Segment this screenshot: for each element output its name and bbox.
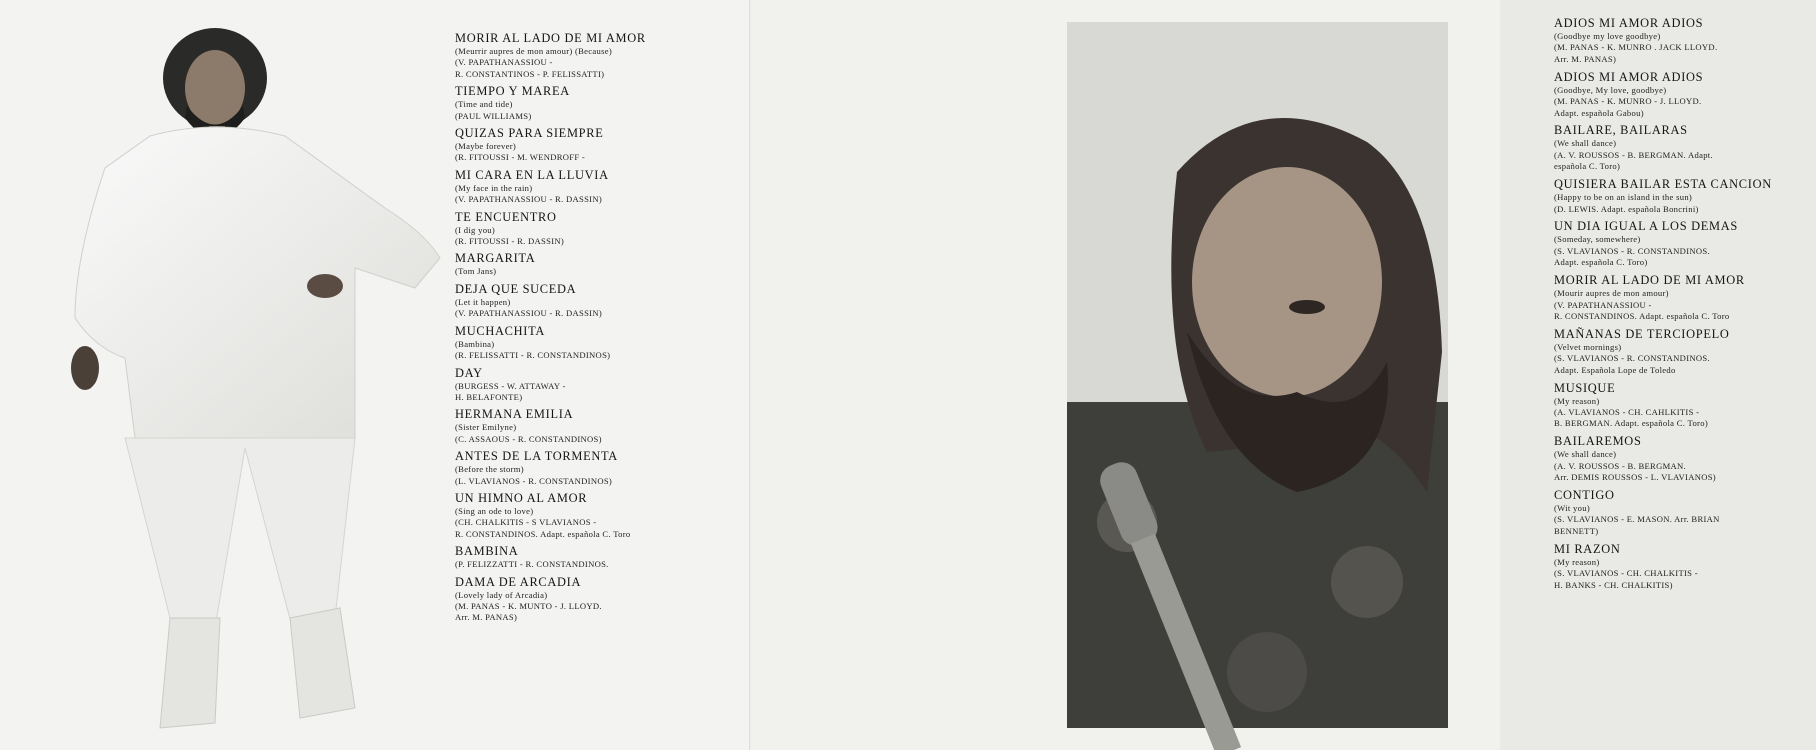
song-entry <box>455 574 740 624</box>
song-title: MI RAZON <box>1554 541 1621 556</box>
song-credit: (We shall dance) <box>1554 138 1617 149</box>
song-credit: (Mourir aupres de mon amour) <box>1554 288 1669 299</box>
song-credit: (Meurrir aupres de mon amour) (Because) <box>455 46 613 56</box>
song-credit: (Sing an ode to love) <box>455 505 534 516</box>
singer-standing-photo <box>55 18 445 733</box>
song-credit: Adapt. española C. Toro) <box>1554 257 1648 268</box>
song-title: MUSIQUE <box>1554 380 1616 395</box>
song-title: MORIR AL LADO DE MI AMOR <box>1554 273 1745 288</box>
song-credit: Arr. M. PANAS) <box>455 612 518 623</box>
song-entry <box>1554 176 1816 215</box>
song-credit: (My face in the rain) <box>455 182 533 193</box>
song-title: MAÑANAS DE TERCIOPELO <box>1554 326 1730 341</box>
song-entry <box>455 448 740 487</box>
song-credit: (My reason) <box>1554 556 1600 567</box>
song-credit: (C. ASSAOUS - R. CONSTANDINOS) <box>455 433 602 444</box>
song-credit: Arr. M. PANAS) <box>1554 53 1617 64</box>
song-credit: (Let it happen) <box>455 296 511 307</box>
song-credit: (V. PAPATHANASSIOU - <box>1554 299 1652 310</box>
song-credit: (A. V. ROUSSOS - B. BERGMAN. Adapt. <box>1554 149 1713 160</box>
song-title: ADIOS MI AMOR ADIOS <box>1554 16 1704 30</box>
song-title: DAMA DE ARCADIA <box>455 574 582 589</box>
song-title: DAY <box>455 365 483 380</box>
song-title: QUISIERA BAILAR ESTA CANCION <box>1554 177 1772 192</box>
song-credit: (PAUL WILLIAMS) <box>455 110 532 121</box>
song-credit: (I dig you) <box>455 224 496 235</box>
song-credit: (Someday, somewhere) <box>1554 234 1641 245</box>
song-entry <box>455 365 740 404</box>
song-entry <box>1554 541 1816 591</box>
song-title: BAMBINA <box>455 544 519 559</box>
song-credit: Adapt. Española Lope de Toledo <box>1554 364 1676 375</box>
song-title: HERMANA EMILIA <box>455 407 574 422</box>
right-page <box>752 0 1772 750</box>
song-credit: Arr. DEMIS ROUSSOS - L. VLAVIANOS) <box>1554 472 1716 483</box>
song-credit: (S. VLAVIANOS - R. CONSTANDINOS. <box>1554 353 1710 364</box>
song-title: BAILAREMOS <box>1554 434 1642 449</box>
song-credit: (Goodbye, My love, goodbye) <box>1554 84 1667 95</box>
song-title: MARGARITA <box>455 251 536 266</box>
song-credit: H. BANKS - CH. CHALKITIS) <box>1554 579 1673 590</box>
song-entry <box>1554 433 1816 483</box>
song-entry <box>1554 218 1816 268</box>
song-credit: (S. VLAVIANOS - CH. CHALKITIS - <box>1554 568 1698 579</box>
song-title: CONTIGO <box>1554 488 1615 503</box>
song-credit: (Velvet mornings) <box>1554 341 1622 352</box>
song-credit: (CH. CHALKITIS - S VLAVIANOS - <box>455 517 597 528</box>
left-page <box>0 0 750 750</box>
song-credit: R. CONSTANDINOS. Adapt. española C. Toro <box>1554 311 1730 321</box>
song-entry <box>455 209 740 248</box>
song-credit: R. CONSTANTINOS - P. FELISSATTI) <box>455 68 605 79</box>
song-credit: (Before the storm) <box>455 464 524 475</box>
song-title: UN DIA IGUAL A LOS DEMAS <box>1554 219 1738 234</box>
song-credit: (V. PAPATHANASSIOU - R. DASSIN) <box>455 194 602 205</box>
singer-microphone-photo <box>1067 22 1448 728</box>
song-title: BAILARE, BAILARAS <box>1554 123 1688 138</box>
song-credit: (Tom Jans) <box>455 266 497 277</box>
song-credit: española C. Toro) <box>1554 161 1621 172</box>
song-credit: (Happy to be on an island in the sun) <box>1554 192 1693 203</box>
song-entry <box>1554 326 1816 376</box>
song-credit: (Goodbye my love goodbye) <box>1554 31 1661 41</box>
song-credit: BENNETT) <box>1554 525 1599 536</box>
song-entry <box>455 323 740 362</box>
song-credit: (D. LEWIS. Adapt. española Boncrini) <box>1554 203 1699 214</box>
song-title: UN HIMNO AL AMOR <box>455 490 588 505</box>
song-title: ANTES DE LA TORMENTA <box>455 449 618 464</box>
song-entry <box>1554 69 1816 119</box>
song-credit: (Wit you) <box>1554 503 1591 514</box>
song-list-left <box>455 30 740 627</box>
song-list-right <box>1554 15 1816 595</box>
song-credit: (V. PAPATHANASSIOU - <box>455 57 553 68</box>
song-entry <box>455 30 740 80</box>
song-credit: (My reason) <box>1554 395 1600 406</box>
song-credit: B. BERGMAN. Adapt. española C. Toro) <box>1554 418 1708 429</box>
song-credit: (L. VLAVIANOS - R. CONSTANDINOS) <box>455 475 613 486</box>
song-title: DEJA QUE SUCEDA <box>455 281 577 296</box>
song-entry <box>1554 122 1816 172</box>
song-credit: (A. VLAVIANOS - CH. CAHLKITIS - <box>1554 407 1700 418</box>
song-credit: (We shall dance) <box>1554 449 1617 460</box>
song-credit: Adapt. española Gabou) <box>1554 107 1644 118</box>
song-title: ADIOS MI AMOR ADIOS <box>1554 69 1704 84</box>
song-entry <box>455 250 740 277</box>
song-title: TIEMPO Y MAREA <box>455 84 570 99</box>
song-credit: (A. V. ROUSSOS - B. BERGMAN. <box>1554 460 1687 471</box>
song-credit: (Lovely lady of Arcadia) <box>455 589 548 600</box>
song-credit: R. CONSTANDINOS. Adapt. española C. Toro <box>455 528 631 539</box>
song-credit: (M. PANAS - K. MUNTO - J. LLOYD. <box>455 600 602 611</box>
song-credit: (Time and tide) <box>455 99 513 110</box>
song-entry <box>455 406 740 445</box>
song-credit: H. BELAFONTE) <box>455 391 523 402</box>
song-credit: (S. VLAVIANOS - E. MASON. Arr. BRIAN <box>1554 514 1720 525</box>
song-credit: (Maybe forever) <box>455 141 517 152</box>
song-credit: (P. FELIZZATTI - R. CONSTANDINOS. <box>455 559 609 570</box>
song-credit: (R. FITOUSSI - R. DASSIN) <box>455 236 565 247</box>
song-entry <box>455 490 740 540</box>
song-title: MORIR AL LADO DE MI AMOR <box>455 31 646 45</box>
song-title: MUCHACHITA <box>455 323 545 338</box>
song-credit: (Sister Emilyne) <box>455 422 517 433</box>
song-credit: (V. PAPATHANASSIOU - R. DASSIN) <box>455 308 602 319</box>
song-title: QUIZAS PARA SIEMPRE <box>455 126 604 141</box>
song-entry <box>1554 272 1816 322</box>
song-entry <box>455 167 740 206</box>
song-credit: (M. PANAS - K. MUNRO - J. LLOYD. <box>1554 96 1702 107</box>
song-credit: (S. VLAVIANOS - R. CONSTANDINOS. <box>1554 245 1710 256</box>
song-entry <box>1554 487 1816 537</box>
song-entry <box>455 281 740 320</box>
song-credit: (Bambina) <box>455 338 495 349</box>
song-credit: (R. FITOUSSI - M. WENDROFF - <box>455 152 586 163</box>
song-credit: (M. PANAS - K. MUNRO . JACK LLOYD. <box>1554 42 1718 53</box>
song-credit: (R. FELISSATTI - R. CONSTANDINOS) <box>455 350 611 361</box>
song-entry <box>455 83 740 122</box>
song-title: MI CARA EN LA LLUVIA <box>455 167 609 182</box>
song-title: TE ENCUENTRO <box>455 209 557 224</box>
song-entry <box>1554 15 1816 65</box>
song-entry <box>1554 380 1816 430</box>
song-entry <box>455 125 740 164</box>
song-credit: (BURGESS - W. ATTAWAY - <box>455 380 566 391</box>
song-entry <box>455 543 740 570</box>
